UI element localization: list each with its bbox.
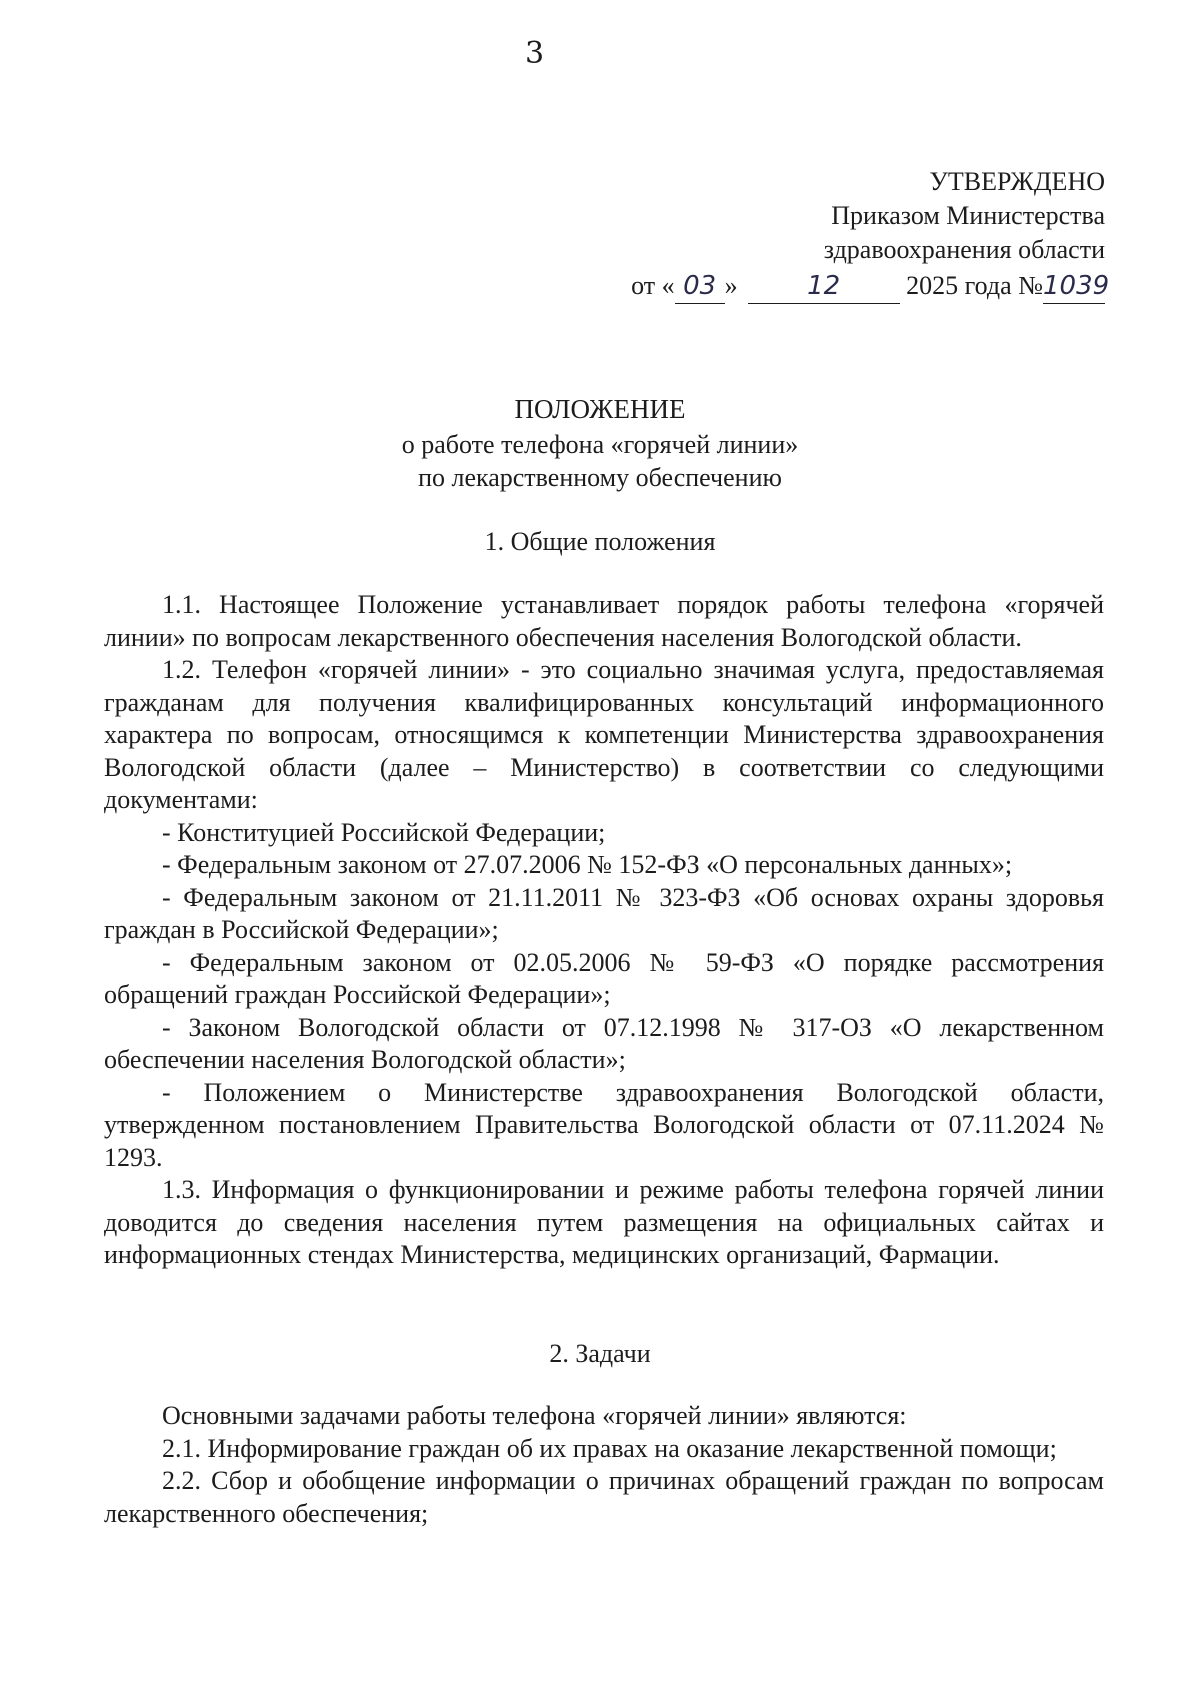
list-item: - Федеральным законом от 21.11.2011 № 323-ФЗ «Об основах охраны здоровья граждан в Российской Федерации»; xyxy=(104,882,1104,944)
section-general-body xyxy=(104,589,1104,1272)
document-subtitle xyxy=(0,428,1200,494)
paragraph: 1.2. Телефон «горячей линии» - это социально значимая услуга, предоставляемая гражданам для получения квалифицированных консультаций информационного характера по вопросам, относящимся к компетенции Министерства здравоохранения Вологодской области (далее – Министерство) в соответствии со следующими документами: xyxy=(104,655,1104,814)
list-item: - Федеральным законом от 02.05.2006 № 59-ФЗ «О порядке рассмотрения обращений граждан Российской Федерации»; xyxy=(104,947,1104,1009)
date-prefix: от « xyxy=(631,271,675,300)
paragraph: 1.1. Настоящее Положение устанавливает порядок работы телефона «горячей линии» по вопросам лекарственного обеспечения населения Вологодской области. xyxy=(104,590,1104,652)
list-item: - Положением о Министерстве здравоохранения Вологодской области, утвержденном постановлением Правительства Вологодской области от 07.11.2024 № 1293. xyxy=(104,1077,1104,1172)
handwritten-day: 03 xyxy=(675,269,725,304)
handwritten-order-number: 1039 xyxy=(1043,269,1105,304)
approval-order-line: Приказом Министерства xyxy=(831,201,1105,230)
paragraph: Основными задачами работы телефона «горячей линии» являются: xyxy=(162,1401,907,1430)
date-quote-close: » xyxy=(724,271,738,300)
paragraph: 1.3. Информация о функционировании и режиме работы телефона горячей линии доводится до сведения населения путем размещения на официальных сайтах и информационных стендах Министерства, медицинских организаций, Фармации. xyxy=(104,1175,1104,1269)
section-heading-general: 1. Общие положения xyxy=(484,527,716,556)
approval-stamp xyxy=(631,165,1110,304)
approval-date-line xyxy=(631,269,1110,304)
document-title: ПОЛОЖЕНИЕ xyxy=(514,394,686,424)
list-item: - Законом Вологодской области от 07.12.1998 № 317-ОЗ «О лекарственном обеспечении населения Вологодской области»; xyxy=(104,1012,1104,1074)
section-heading-tasks: 2. Задачи xyxy=(549,1339,651,1368)
list-item: - Конституцией Российской Федерации; xyxy=(162,817,606,847)
subtitle-line-1: о работе телефона «горячей линии» xyxy=(401,430,799,459)
subtitle-line-2: по лекарственному обеспечению xyxy=(418,463,782,492)
list-item: - Федеральным законом от 27.07.2006 № 152-ФЗ «О персональных данных»; xyxy=(162,850,1013,879)
date-year: 2025 года № xyxy=(906,271,1043,300)
handwritten-month: 12 xyxy=(748,269,900,304)
approval-heading: УТВЕРЖДЕНО xyxy=(929,167,1105,196)
paragraph: 2.2. Сбор и обобщение информации о причинах обращений граждан по вопросам лекарственного обеспечения; xyxy=(104,1466,1104,1528)
section-tasks-body xyxy=(104,1400,1104,1530)
approval-ministry-line: здравоохранения области xyxy=(823,235,1105,264)
paragraph: 2.1. Информирование граждан об их правах на оказание лекарственной помощи; xyxy=(162,1433,1057,1463)
page-number: 3 xyxy=(525,36,545,71)
